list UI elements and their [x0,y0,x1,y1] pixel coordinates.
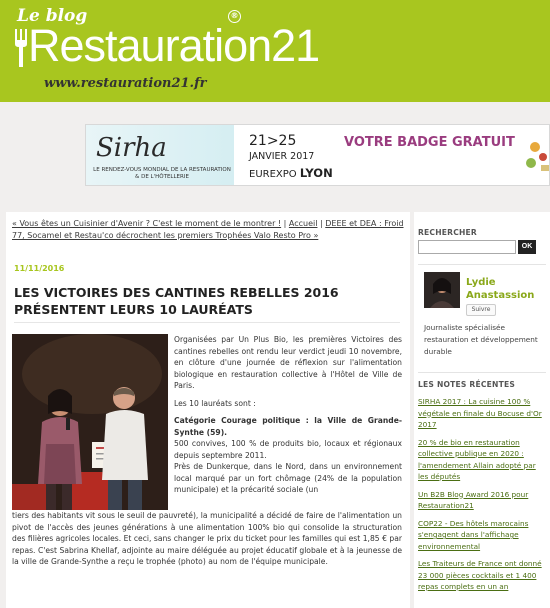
banner-date [249,133,333,183]
next-post-link[interactable]: DEEE et DEA : Froid 77, Socamel et Restau'co décrochent les premiers Trophées Valo Resto Pro » [12,219,404,240]
breadcrumb-separator: | [281,219,289,228]
site-logo[interactable] [14,20,319,72]
article-body-b: tiers des habitants vit sous le seuil de pauvreté), la municipalité a décidé de faire de l'alimentation un pivot de l'accès des jeunes générations à une alimentation 100% bio qui consolide la structuration des filières agricoles locales. Et ceci, sans changer le prix du ticket pour les familles qui est 1,85 € par repas. C'est Sabrina Khellaf, adjointe au maire déléguée au projet éducatif globale et à la jeunesse de la ville de Grande-Synthe a reçu le trophée (photo) au nom de l'équipe municipale. [12,511,402,566]
badge-cta[interactable]: VOTRE BADGE GRATUIT [344,135,515,150]
sidebar-divider [418,372,546,373]
sidebar-divider [418,264,546,265]
author-bio: Journaliste spécialisée restauration et développement durable [424,323,538,356]
banner-venue-city: LYON [299,166,333,180]
recent-notes-heading: LES NOTES RÉCENTES [418,380,516,389]
article-column [6,212,410,608]
banner-month: JANVIER 2017 [249,151,315,162]
registered-mark: ® [228,10,241,23]
follow-button[interactable]: Suivre [466,304,496,316]
search-input[interactable] [418,240,516,254]
search-heading: RECHERCHER [418,228,477,237]
logo-name: Restauration21 [28,20,320,71]
food-decoration-icon [521,135,550,175]
article-body-a: Près de Dunkerque, dans le Nord, dans un environnement local marqué par un fort chômage (24% de la population municipale) et la précarité sociale (un [174,462,402,494]
award-photo[interactable] [12,334,168,510]
post-date: 11/11/2016 [14,264,65,273]
banner-venue-prefix: EUREXPO [249,169,297,180]
breadcrumb-separator: | [317,219,326,228]
home-link[interactable]: Accueil [288,219,318,228]
title-divider [14,322,400,323]
breadcrumb [12,218,404,242]
article-body-top [174,334,402,496]
sirha-ad-banner[interactable] [85,124,550,186]
post-title[interactable]: LES VICTOIRES DES CANTINES REBELLES 2016 PRÉSENTENT LEURS 10 LAURÉATS [14,285,339,317]
logo-prefix: Le blog [17,6,88,26]
sirha-tagline: LE RENDEZ-VOUS MONDIAL DE LA RESTAURATION & DE L'HÔTELLERIE [93,167,231,180]
site-header [0,0,550,102]
author-last-name: Anastassion [466,290,535,301]
recent-note-link[interactable]: Les Traiteurs de France ont donné 23 000 pièces cocktails et 1 400 repas complets en un an [418,559,542,591]
banner-date-range: 21>25 [249,133,297,149]
article-laureats: Les 10 lauréats sont : [174,398,256,408]
recent-note-link[interactable]: 20 % de bio en restauration collective publique en 2020 : l'amendement Allain adopté par les députés [418,437,536,481]
fork-icon [14,29,28,67]
banner-venue [249,165,333,183]
article-stats: 500 convives, 100 % de produits bio, locaux et régionaux depuis septembre 2011. [174,439,402,460]
search-ok-button[interactable]: OK [518,240,536,254]
logo-url: www.restauration21.fr [44,76,207,91]
recent-note-link[interactable]: Un B2B Blog Award 2016 pour Restauration21 [418,489,529,510]
author-portrait-icon [424,272,460,308]
recent-note-link[interactable]: SIRHA 2017 : La cuisine 100 % végétale en finale du Bocuse d'Or 2017 [418,397,542,429]
article-category: Catégorie Courage politique : la Ville de Grande-Synthe (59). [174,416,402,437]
banner-brand-panel [86,125,234,185]
author-first-name: Lydie [466,277,496,288]
recent-note-link[interactable]: COP22 - Des hôtels marocains s'engagent dans l'affichage environnemental [418,518,529,551]
sidebar [414,212,550,608]
prev-post-link[interactable]: « Vous êtes un Cuisinier d'Avenir ? C'est le moment de le montrer ! [12,219,282,228]
recent-notes-list [418,396,548,599]
author-avatar[interactable] [424,272,460,308]
author-name[interactable] [466,276,534,302]
sirha-logo: Sirha [96,133,167,163]
article-intro: Organisées par Un Plus Bio, les premières Victoires des cantines rebelles ont rendu leur verdict jeudi 10 novembre, en clôture d'une journée de réflexion sur l'alimentation biologique en restauration collective à l'Hôtel de Ville de Paris. [174,335,402,390]
award-ceremony-illustration [12,334,168,510]
